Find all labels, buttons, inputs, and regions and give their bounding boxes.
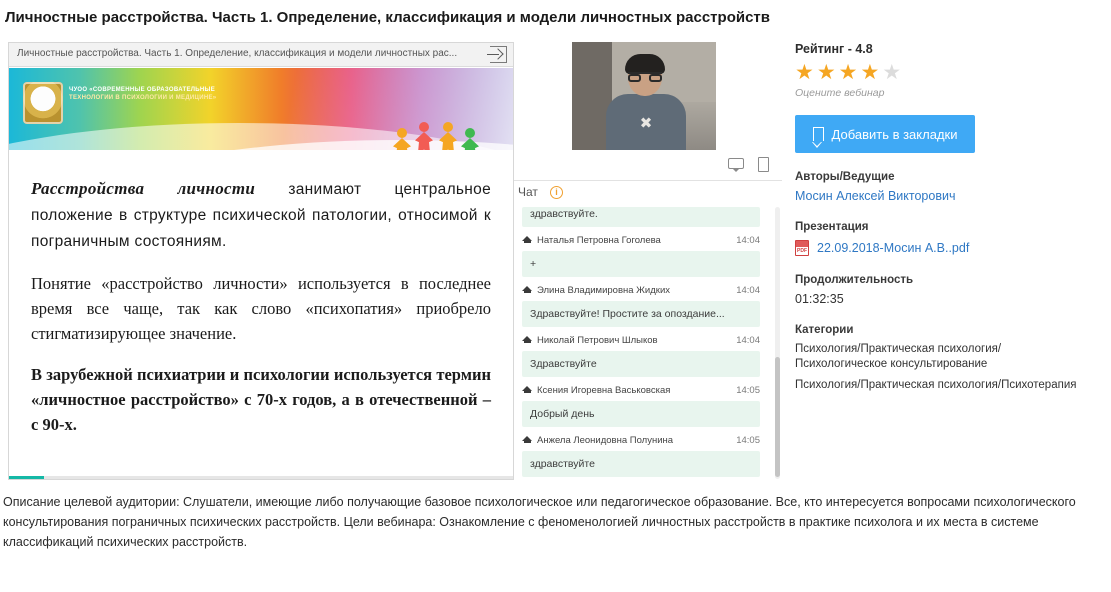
chat-message [522,435,760,477]
banner-bottom-strip [9,150,513,176]
chat-message [522,335,760,377]
chat-message [522,385,760,427]
people-figures-icon [393,104,483,156]
webcam-panel [514,42,782,180]
organization-logo [23,82,63,124]
chat-message-list[interactable] [514,205,782,481]
chat-message-author: Анжела Леонидовна Полунина [537,435,674,446]
presentation-file-row[interactable] [795,240,1095,256]
chat-message-time: 14:04 [736,285,760,296]
chat-panel [514,180,782,481]
slide-banner [9,68,513,176]
playback-progress-fill [9,476,44,479]
webcam-toolbar [514,150,782,181]
chat-scrollbar[interactable] [775,207,780,479]
presentation-file-link[interactable]: 22.09.2018-Мосин А.В..pdf [817,241,970,255]
rating-stars[interactable] [795,62,1095,84]
shirt-logo: ✖ [639,115,653,132]
presenter-hair [625,54,665,74]
info-icon[interactable]: i [550,186,563,199]
chat-message-time: 14:05 [736,385,760,396]
slide-paragraph-1-rest: занимают центральное положение в структуре психической патологии, относимой к пограничным состояниям. [31,181,491,250]
chat-message-author: Элина Владимировна Жидких [537,285,670,296]
star-icon[interactable]: ★ [795,61,817,84]
duration-label: Продолжительность [795,274,914,286]
graduation-cap-icon [522,236,533,244]
add-bookmark-label: Добавить в закладки [831,126,958,142]
chat-message-author: Наталья Петровна Гоголева [537,235,661,246]
pdf-icon: PDF [795,240,809,256]
chat-message-time: 14:05 [736,435,760,446]
slide-paragraph-2: Понятие «расстройство личности» используется в последнее время все чаще, так как слово «психопатия» приобрело стигматизирующее значение. [31,274,491,343]
slide-content [9,68,513,479]
chat-message-meta [522,335,760,349]
exit-fullscreen-icon[interactable] [490,46,507,63]
organization-name-line2: ТЕХНОЛОГИИ В ПСИХОЛОГИИ И МЕДИЦИНЕ» [69,95,217,101]
star-icon[interactable]: ★ [816,61,839,84]
star-icon[interactable]: ★ [882,61,905,84]
graduation-cap-icon [522,436,533,444]
star-icon[interactable]: ★ [860,61,883,84]
chat-header [514,181,782,205]
rating-hint: Оцените вебинар [795,87,885,99]
webinar-info-column [795,42,1095,393]
chat-message-text: Здравствуйте [522,351,760,377]
document-icon[interactable] [756,157,772,173]
chat-message [522,207,760,227]
chat-message-author: Николай Петрович Шлыков [537,335,658,346]
webinar-description: Описание целевой аудитории: Слушатели, имеющие либо получающие базовое психологическое или педагогическое образование. Все, кто интересуется вопросами психологического консультирования пограничных психических расстройств. Цели вебинара: Ознакомление с феноменологией личностных расстройств в практике психолога и их места в системе классификаций психических расстройств. [3,495,1076,549]
chat-message-meta [522,385,760,399]
presenter-video[interactable] [572,42,716,150]
page-title: Личностные расстройства. Часть 1. Определение, классификация и модели личностных расстройств [5,9,770,26]
slide-paragraph-1 [31,176,491,255]
chat-message-text: здравствуйте [522,451,760,477]
category-item[interactable]: Психология/Практическая психология/Психотерапия [795,379,1077,391]
categories-label: Категории [795,324,854,336]
presenter-glasses [628,72,662,81]
chat-message-text: здравствуйте. [522,207,760,227]
chat-message-text: Здравствуйте! Простите за опоздание... [522,301,760,327]
chat-message-meta [522,235,760,249]
chat-message-author: Ксения Игоревна Васьковская [537,385,671,396]
chat-scrollbar-thumb[interactable] [775,357,780,477]
chat-message-time: 14:04 [736,335,760,346]
category-item[interactable]: Психология/Практическая психология/Психологическое консультирование [795,343,1002,370]
graduation-cap-icon [522,386,533,394]
slide-paragraph-1-lead: Расстройства личности [31,179,256,198]
chat-message-text: + [522,251,760,277]
chat-message-time: 14:04 [736,235,760,246]
chat-icon[interactable] [728,157,744,173]
chat-message-text: Добрый день [522,401,760,427]
add-bookmark-button[interactable] [795,115,975,153]
chat-message [522,235,760,277]
graduation-cap-icon [522,286,533,294]
bookmark-icon [813,127,824,141]
playback-progress-bar[interactable] [9,476,513,479]
player-title: Личностные расстройства. Часть 1. Определение, классификация и модели личностных рас... [17,48,458,59]
slide-player[interactable] [8,42,514,480]
organization-name-line1: ЧУОО «СОВРЕМЕННЫЕ ОБРАЗОВАТЕЛЬНЫЕ [69,87,216,93]
duration-value: 01:32:35 [795,292,844,306]
chat-message [522,285,760,327]
authors-label: Авторы/Ведущие [795,171,895,183]
slide-paragraph-3: В зарубежной психиатрии и психологии используется термин «личностное расстройство» с 70-х годов, а в отечественной – с 90-х. [31,365,491,434]
author-link[interactable]: Мосин Алексей Викторович [795,189,956,203]
organization-name [69,86,289,102]
chat-title: Чат [518,185,538,199]
graduation-cap-icon [522,336,533,344]
chat-message-meta [522,285,760,299]
star-icon[interactable]: ★ [838,61,861,84]
presentation-label: Презентация [795,221,869,233]
webcam-chat-column [514,42,782,480]
chat-message-meta [522,435,760,449]
player-topbar [9,43,513,67]
slide-text-body [9,176,513,453]
rating-label: Рейтинг - 4.8 [795,42,873,56]
